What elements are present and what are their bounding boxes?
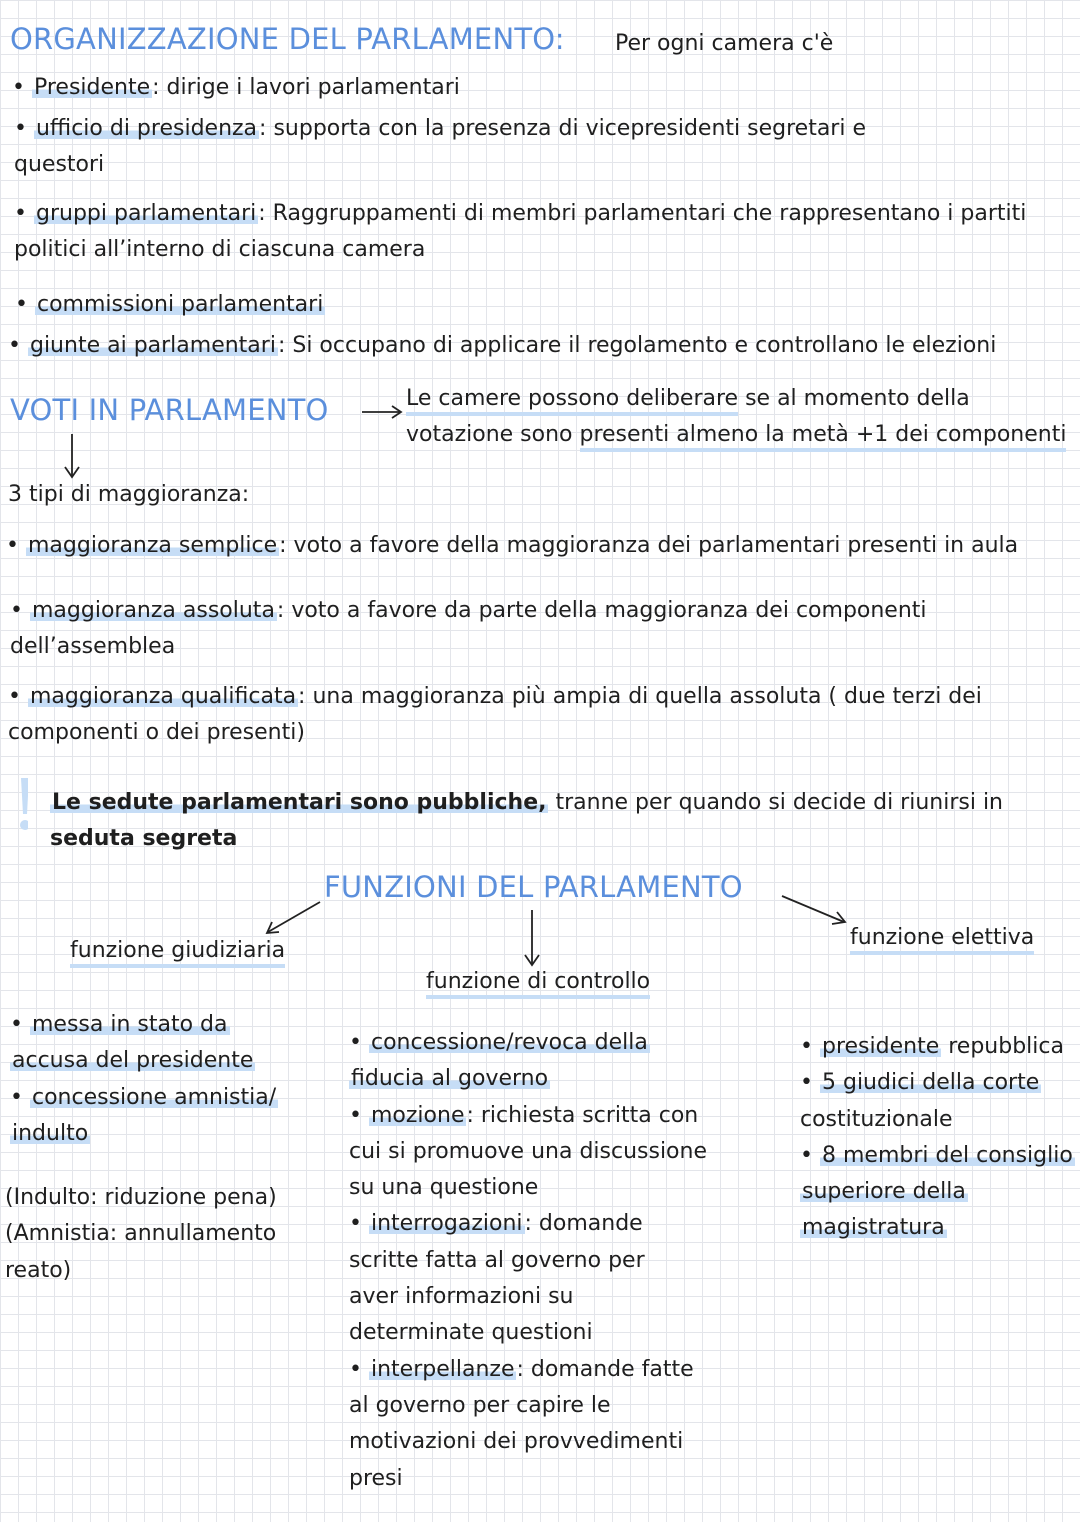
list-item: • ufficio di presidenza: supporta con la presenza di vicepresidenti segretari e (14, 116, 866, 141)
voti-note-line-1: Le camere possono deliberare se al momento della (406, 381, 970, 417)
organizzazione-title: ORGANIZZAZIONE DEL PARLAMENTO: (10, 22, 565, 56)
sedute-line-1: Le sedute parlamentari sono pubbliche, tranne per quando si decide di riunirsi in (52, 790, 1003, 815)
list-item: • gruppi parlamentari: Raggruppamenti di membri parlamentari che rappresentano i partiti (14, 201, 1027, 226)
elettiva-list: • presidente repubblica • 5 giudici della corte costituzionale • 8 membri del consiglio superiore della magistratura (800, 1034, 1073, 1241)
funzione-giudiziaria-label: funzione giudiziaria (70, 933, 285, 969)
arrow-down-icon (520, 908, 546, 970)
list-item-continuation: componenti o dei presenti) (8, 720, 305, 745)
list-item: • giunte ai parlamentari: Si occupano di applicare il regolamento e controllano le elezioni (8, 333, 997, 358)
arrow-down-left-icon (262, 898, 324, 938)
funzione-controllo-label: funzione di controllo (426, 964, 650, 1000)
list-item-continuation: questori (14, 152, 105, 177)
controllo-list: • concessione/revoca della fiducia al governo • mozione: richiesta scritta con cui si promuove una discussione su una questione • interrogazioni: domande scritte fatta al governo per aver informazioni su determinate questioni • interpellanze: domande fatte al governo per capire le motivazioni dei provvedimenti presi (349, 1030, 707, 1491)
arrow-down-icon (60, 432, 86, 482)
arrow-right-icon (360, 400, 406, 424)
funzioni-title: FUNZIONI DEL PARLAMENTO (324, 870, 743, 904)
giudiziaria-list: • messa in stato da accusa del presidente • concessione amnistia/ indulto (10, 1012, 277, 1146)
sedute-line-2: seduta segreta (50, 826, 238, 851)
list-item: • maggioranza semplice: voto a favore della maggioranza dei parlamentari presenti in aula (6, 533, 1019, 558)
list-item: • commissioni parlamentari (15, 292, 324, 317)
organizzazione-subtitle: Per ogni camera c'è (615, 31, 834, 56)
voti-title: VOTI IN PARLAMENTO (10, 393, 329, 427)
giudiziaria-notes: (Indulto: riduzione pena) (Amnistia: annullamento reato) (5, 1185, 277, 1283)
exclamation-icon (16, 776, 28, 834)
arrow-down-right-icon (778, 890, 850, 930)
voti-note-line-2: votazione sono presenti almeno la metà +1 dei componenti (406, 417, 1066, 453)
list-item: • Presidente: dirige i lavori parlamentari (12, 75, 460, 100)
list-item-continuation: dell’assemblea (10, 634, 176, 659)
funzione-elettiva-label: funzione elettiva (850, 920, 1034, 956)
list-item-continuation: politici all’interno di ciascuna camera (14, 237, 426, 262)
list-item: • maggioranza assoluta: voto a favore da parte della maggioranza dei componenti (10, 598, 927, 623)
list-item: • maggioranza qualificata: una maggioranza più ampia di quella assoluta ( due terzi dei (8, 684, 982, 709)
maggioranza-label: 3 tipi di maggioranza: (8, 482, 250, 507)
